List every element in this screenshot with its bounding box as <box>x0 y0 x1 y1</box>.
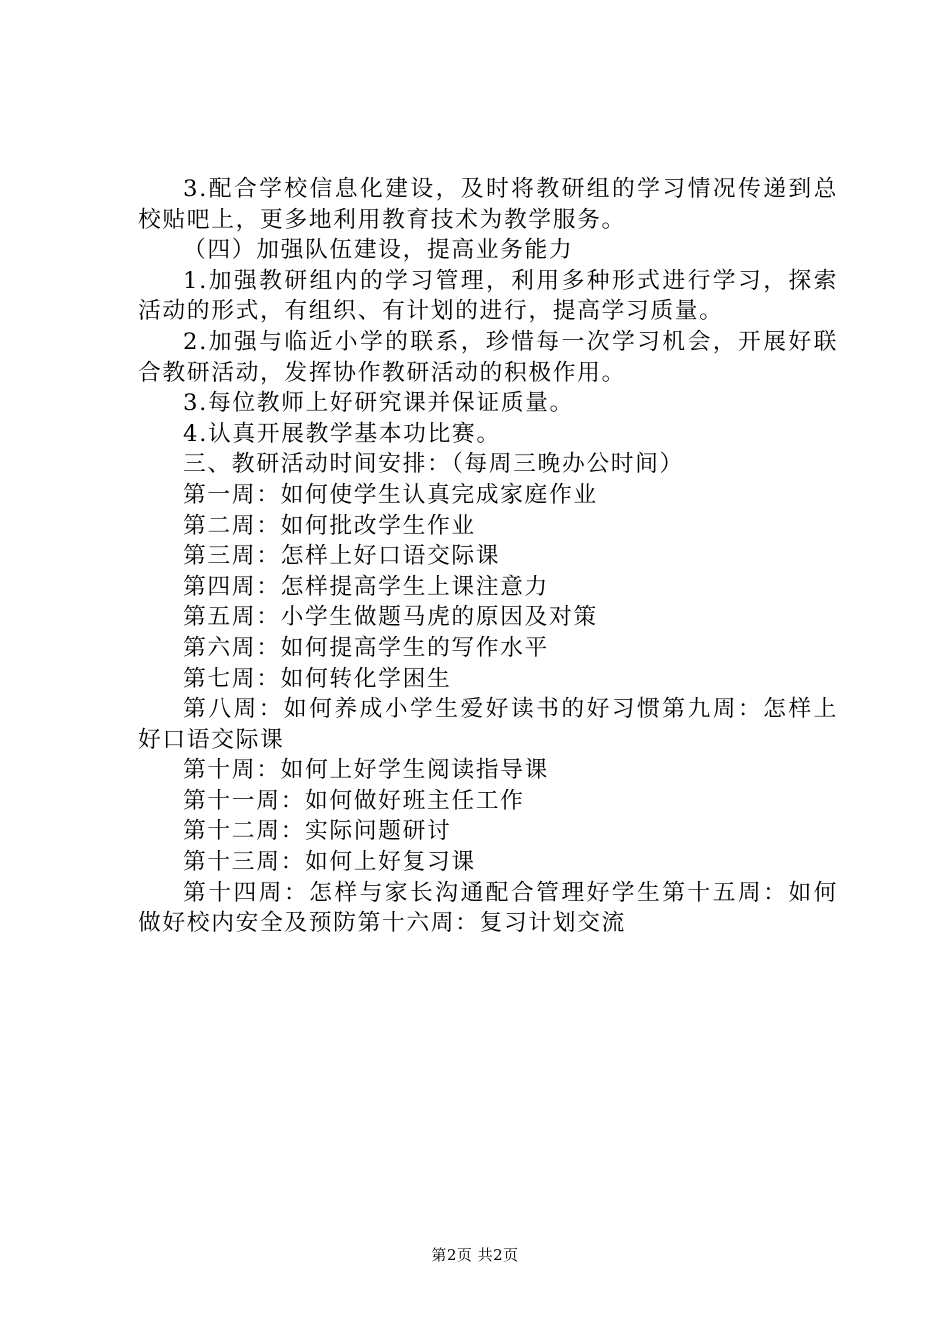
schedule-week-10: 第十周：如何上好学生阅读指导课 <box>183 757 549 784</box>
paragraph-item-3-info: 3.配合学校信息化建设，及时将教研组的学习情况传递到总校贴吧上，更多地利用教育技术为教学服务。 <box>138 176 838 233</box>
schedule-week-12: 第十二周：实际问题研讨 <box>183 818 452 845</box>
schedule-week-8-9: 第八周：如何养成小学生爱好读书的好习惯第九周：怎样上好口语交际课 <box>138 696 838 753</box>
document-body <box>138 174 838 939</box>
schedule-week-14-16: 第十四周：怎样与家长沟通配合管理好学生第十五周：如何做好校内安全及预防第十六周：复习计划交流 <box>138 879 838 937</box>
paragraph-item-1-study: 1.加强教研组内的学习管理，利用多种形式进行学习，探索活动的形式，有组织、有计划的进行，提高学习质量。 <box>138 267 838 325</box>
schedule-week-7: 第七周：如何转化学困生 <box>183 665 452 692</box>
section-heading-schedule: 三、教研活动时间安排：（每周三晚办公时间） <box>183 451 684 478</box>
schedule-week-6: 第六周：如何提高学生的写作水平 <box>183 634 549 661</box>
schedule-week-5: 第五周：小学生做题马虎的原因及对策 <box>183 604 598 631</box>
schedule-week-13: 第十三周：如何上好复习课 <box>183 849 476 876</box>
schedule-week-11: 第十一周：如何做好班主任工作 <box>183 787 525 814</box>
paragraph-item-2-cooperation: 2.加强与临近小学的联系，珍惜每一次学习机会，开展好联合教研活动，发挥协作教研活动的积极作用。 <box>138 328 838 386</box>
paragraph-item-3-research-class: 3.每位教师上好研究课并保证质量。 <box>183 390 574 417</box>
paragraph-item-4-competition: 4.认真开展教学基本功比赛。 <box>183 420 501 447</box>
schedule-week-3: 第三周：怎样上好口语交际课 <box>183 543 501 570</box>
page-footer: 第2页 共2页 <box>431 1246 519 1264</box>
schedule-week-4: 第四周：怎样提高学生上课注意力 <box>183 573 549 600</box>
schedule-week-1: 第一周：如何使学生认真完成家庭作业 <box>183 481 598 508</box>
section-heading-team-building: （四）加强队伍建设，提高业务能力 <box>183 237 574 264</box>
schedule-week-2: 第二周：如何批改学生作业 <box>183 512 476 539</box>
